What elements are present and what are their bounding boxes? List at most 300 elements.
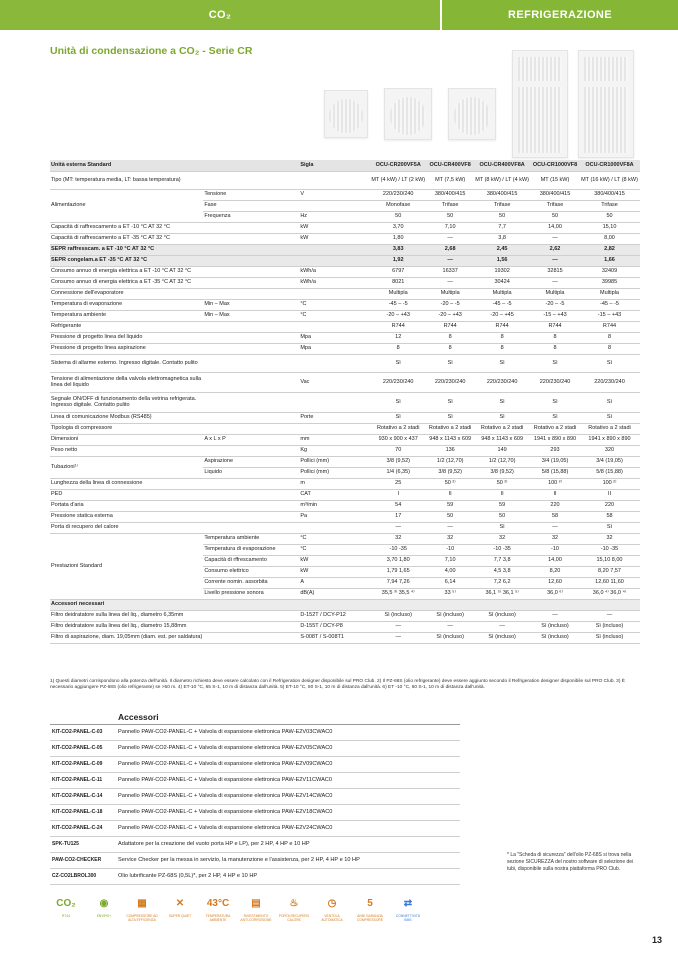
table-cell: Sì <box>579 412 640 423</box>
table-cell: 8,20 <box>531 566 579 577</box>
table-cell: -15 – +43 <box>579 310 640 321</box>
table-cell: 948 x 1143 x 609 <box>427 434 473 445</box>
table-cell: 35,5 ³⁾ 35,5 ⁴⁾ <box>369 588 427 599</box>
table-cell: Sì <box>473 522 531 533</box>
table-cell: — <box>427 233 473 244</box>
spec-col-header: OCU-CR1000VF8A <box>579 160 640 171</box>
table-cell: S-008T / S-008T1 <box>299 632 369 643</box>
table-cell: MT (7,5 kW) <box>427 171 473 189</box>
table-cell: A x L x P <box>203 434 299 445</box>
table-cell: PED <box>50 489 203 500</box>
feature-icon-symbol: ♨ <box>289 897 299 909</box>
feature-icons <box>50 892 424 930</box>
accessory-code: KIT-CO2-PANEL-C-03 <box>50 724 116 740</box>
table-cell: Hz <box>299 211 369 222</box>
table-cell: 59 <box>427 500 473 511</box>
table-cell: Trifase <box>531 200 579 211</box>
accessory-row <box>50 852 460 868</box>
table-cell: Tipo (MT: temperatura media, LT: bassa temperatura) <box>50 171 203 189</box>
table-cell <box>531 599 579 610</box>
table-cell <box>203 522 299 533</box>
table-row <box>50 244 640 255</box>
table-cell: Connessione dell'evaporatore <box>50 288 203 299</box>
table-cell: Sì <box>427 354 473 372</box>
feature-icon <box>392 892 424 928</box>
table-cell: 3,70 <box>369 222 427 233</box>
table-cell <box>299 354 369 372</box>
table-cell: 220/230/240 <box>531 372 579 392</box>
table-cell: 16337 <box>427 266 473 277</box>
accessory-code: KIT-CO2-PANEL-C-24 <box>50 820 116 836</box>
table-cell: Mpa <box>299 343 369 354</box>
table-cell: -20 – +43 <box>427 310 473 321</box>
accessory-code: CZ-CO2LBROL300 <box>50 868 116 884</box>
table-cell: — <box>369 621 427 632</box>
table-cell: MT (8 kW) / LT (4 kW) <box>473 171 531 189</box>
table-cell: Capacità di raffrescamento a ET -35 °C AT 32 °C <box>50 233 203 244</box>
feature-icon <box>240 892 272 928</box>
table-cell <box>299 200 369 211</box>
table-cell: Corrente nomin. assorbita <box>203 577 299 588</box>
table-cell: Accessori necessari <box>50 599 203 610</box>
table-cell <box>579 599 640 610</box>
table-cell <box>203 244 299 255</box>
table-cell: Sì <box>579 354 640 372</box>
table-cell: Rotativo a 2 stadi <box>473 423 531 434</box>
table-cell: MT (4 kW) / LT (2 kW) <box>369 171 427 189</box>
table-notes: 1) Questi diametri corrispondono alla potenza dell'unità. Il diametro richiesto deve essere calcolato con il Refrigeration designer disponibile sul PRO Club. 2) Il PZ-68S (olio refrigerante) deve essere aggiunto secondo il Refrigeration designer disponibile sul PRO Club. 3) È necessario aggiungere PZ-68S (olio refrigerante) se >50 m. 4) ET-10 °C, 65 S-1, 10 m di distanza dall'unità. 5) ET-10 °C, 80 S-1, 10 m di distanza dall'unità. 6) ET -10 °C, 60 S-1, 10 m di distanza dall'unità. <box>50 679 625 691</box>
feature-icon <box>126 892 158 928</box>
table-cell: Filtro deidratatore sulla linea del liq., diametro 15,88mm <box>50 621 203 632</box>
table-cell: Sì <box>427 412 473 423</box>
accessories-table <box>50 710 460 885</box>
feature-icon-symbol: ◷ <box>327 897 337 909</box>
table-row <box>50 354 640 372</box>
table-cell: 50 <box>579 211 640 222</box>
table-cell <box>299 255 369 266</box>
table-cell: R744 <box>531 321 579 332</box>
feature-icon <box>164 892 196 928</box>
table-cell: Rotativo a 2 stadi <box>579 423 640 434</box>
table-cell: 12,60 <box>531 577 579 588</box>
table-row <box>50 445 640 456</box>
table-row <box>50 423 640 434</box>
header-section-label: REFRIGERAZIONE <box>508 9 612 21</box>
table-row <box>50 434 640 445</box>
table-cell: Sì (incluso) <box>473 632 531 643</box>
feature-icon <box>354 892 386 928</box>
table-cell <box>203 354 299 372</box>
table-cell: Consumo annuo di energia elettrica a ET -10 °C AT 32 °C <box>50 266 203 277</box>
table-cell <box>203 489 299 500</box>
table-cell: 8,00 <box>579 233 640 244</box>
unit-image-1000 <box>512 50 568 158</box>
accessory-code: KIT-CO2-PANEL-C-05 <box>50 740 116 756</box>
table-cell: -10 <box>531 544 579 555</box>
table-cell: Sì (incluso) <box>531 632 579 643</box>
table-cell: 380/400/415 <box>427 189 473 200</box>
table-cell <box>203 288 299 299</box>
table-cell: Sì <box>579 392 640 412</box>
page-title: Unità di condensazione a CO₂ - Serie CR <box>50 45 253 57</box>
table-cell: 2,45 <box>473 244 531 255</box>
table-row <box>50 310 640 321</box>
accessories-title: Accessori <box>116 710 460 724</box>
table-cell <box>203 599 299 610</box>
feature-icon-label: SUPER QUIET <box>168 914 192 918</box>
accessory-code: SPK-TU125 <box>50 836 116 852</box>
table-cell: -45 – -5 <box>369 299 427 310</box>
table-cell: 32409 <box>579 266 640 277</box>
table-cell: SEPR raffresscam. a ET -10 °C AT 32 °C <box>50 244 203 255</box>
table-cell: 50 <box>427 211 473 222</box>
feature-icon-label: VENTOLA AUTOMATICA <box>321 914 343 922</box>
table-cell <box>203 372 299 392</box>
table-cell: I <box>369 489 427 500</box>
table-cell: 7,94 7,26 <box>369 577 427 588</box>
table-cell: MT (16 kW) / LT (8 kW) <box>579 171 640 189</box>
table-cell: Temperatura di evaporazione <box>203 544 299 555</box>
table-cell: Livello pressione sonora <box>203 588 299 599</box>
table-cell: 3/4 (19,05) <box>579 456 640 467</box>
table-cell: 3/8 (9,52) <box>427 467 473 478</box>
header-co2-label: CO₂ <box>208 9 232 21</box>
accessory-description: Pannello PAW-CO2-PANEL-C + Valvola di espansione elettronica PAW-E2V24CWAC0 <box>116 820 460 836</box>
accessory-row <box>50 820 460 836</box>
table-cell: 293 <box>531 445 579 456</box>
spec-col-header: OCU-CR1000VF8 <box>531 160 579 171</box>
table-cell: Filtro deidratatore sulla linea del liq., diametro 6,35mm <box>50 610 203 621</box>
table-cell: Fase <box>203 200 299 211</box>
table-cell: 8 <box>579 332 640 343</box>
table-cell <box>299 244 369 255</box>
feature-icon-symbol: 5 <box>367 897 373 909</box>
table-cell: 220/230/240 <box>473 372 531 392</box>
feature-icon-label: ENVIRO+ <box>96 914 112 918</box>
table-cell: 8,20 7,57 <box>579 566 640 577</box>
table-cell: 15,10 8,00 <box>579 555 640 566</box>
table-cell: Trifase <box>579 200 640 211</box>
table-cell: Segnale ON/OFF di funzionamento della vetrina refrigerata. Ingresso digitale. Contatto pulito <box>50 392 203 412</box>
table-cell: -10 -35 <box>579 544 640 555</box>
oil-footnote: * La "Scheda di sicurezza" dell'olio PZ-68S si trova nella sezione SICUREZZA del nostro software di selezione dei tubi, disponibile sulla nostra piattaforma PRO Club. <box>507 852 634 872</box>
table-cell: — <box>427 255 473 266</box>
table-cell: Pressione di progetto linea aspirazione <box>50 343 203 354</box>
spec-col-header: OCU-CR200VF5A <box>369 160 427 171</box>
table-cell: Aspirazione <box>203 456 299 467</box>
table-cell: -20 – +45 <box>473 310 531 321</box>
table-cell: II <box>427 489 473 500</box>
table-cell: 58 <box>531 511 579 522</box>
table-cell: Multipla <box>473 288 531 299</box>
table-cell <box>299 392 369 412</box>
table-cell: Tensione di alimentazione della valvola elettromagnetica sulla linea del liquido <box>50 372 203 392</box>
accessory-description: Service Checker per la messa in servizio, la manutenzione e l'assistenza, per 2 HP, 4 HP e 10 HP <box>116 852 460 868</box>
table-cell: — <box>531 522 579 533</box>
table-cell: kW <box>299 566 369 577</box>
table-cell <box>203 266 299 277</box>
table-cell: Temperatura ambiente <box>50 310 203 321</box>
table-cell <box>203 412 299 423</box>
table-cell <box>299 423 369 434</box>
table-cell: 930 x 900 x 437 <box>369 434 427 445</box>
accessory-row <box>50 836 460 852</box>
table-cell: 220/230/240 <box>579 372 640 392</box>
table-cell: Lunghezza della linea di connessione <box>50 478 203 489</box>
table-cell: Pressione di progetto linea del liquido <box>50 332 203 343</box>
table-cell: 25 <box>369 478 427 489</box>
table-cell <box>203 632 299 643</box>
table-cell: 59 <box>473 500 531 511</box>
accessory-row <box>50 804 460 820</box>
table-cell: -15 – +43 <box>531 310 579 321</box>
table-cell: 50 <box>473 211 531 222</box>
table-cell: Sì <box>369 354 427 372</box>
table-row <box>50 332 640 343</box>
table-cell: — <box>369 632 427 643</box>
table-cell: Refrigerante <box>50 321 203 332</box>
table-cell: — <box>427 522 473 533</box>
table-cell: 220/230/240 <box>427 372 473 392</box>
table-cell: 12,60 11,60 <box>579 577 640 588</box>
table-cell: -45 – -5 <box>579 299 640 310</box>
table-row <box>50 456 640 467</box>
table-cell: Min – Max <box>203 310 299 321</box>
table-cell: 39985 <box>579 277 640 288</box>
table-cell: Capacità di rffrescamento <box>203 555 299 566</box>
table-row <box>50 533 640 544</box>
table-cell: Prestazioni Standard <box>50 533 203 599</box>
table-row <box>50 478 640 489</box>
table-cell: Sì (incluso) <box>427 610 473 621</box>
table-cell <box>203 233 299 244</box>
table-cell: 5/8 (15,88) <box>579 467 640 478</box>
table-cell: Sì <box>369 392 427 412</box>
table-cell: Rotativo a 2 stadi <box>531 423 579 434</box>
table-cell: °C <box>299 544 369 555</box>
table-cell: 1/4 (6,35) <box>369 467 427 478</box>
table-cell: 1,66 <box>579 255 640 266</box>
table-cell: Sì (incluso) <box>579 632 640 643</box>
table-cell: Porte <box>299 412 369 423</box>
table-row <box>50 500 640 511</box>
table-cell: 100 ²⁾ <box>579 478 640 489</box>
feature-icon-label: TEMPERATURA AMBIENTE <box>205 914 231 922</box>
table-cell <box>203 321 299 332</box>
table-cell: 70 <box>369 445 427 456</box>
table-cell: 380/400/415 <box>531 189 579 200</box>
table-cell: 7,10 <box>427 222 473 233</box>
spec-col-header: OCU-CR400VF8A <box>473 160 531 171</box>
accessory-row <box>50 788 460 804</box>
table-cell: — <box>473 621 531 632</box>
table-cell: 50 <box>427 511 473 522</box>
table-cell: 2,62 <box>531 244 579 255</box>
table-cell: -10 -35 <box>369 544 427 555</box>
table-cell: 3/8 (9,52) <box>369 456 427 467</box>
spec-col-header: OCU-CR400VF8 <box>427 160 473 171</box>
table-cell: D-155T / DCY-P8 <box>299 621 369 632</box>
table-cell: R744 <box>369 321 427 332</box>
table-cell: Sì <box>427 392 473 412</box>
table-cell: Tubazioni¹⁾ <box>50 456 203 478</box>
table-cell: 1,56 <box>473 255 531 266</box>
table-row <box>50 489 640 500</box>
feature-icon-label: CONNETTIVITÀ BMS <box>395 914 421 922</box>
table-cell: 8 <box>427 343 473 354</box>
feature-icon-symbol: 43°C <box>206 897 230 909</box>
table-cell: Sì (incluso) <box>427 632 473 643</box>
table-cell: Sì <box>473 392 531 412</box>
table-cell: Capacità di raffrescamento a ET -10 °C AT 32 °C <box>50 222 203 233</box>
table-cell <box>203 423 299 434</box>
feature-icon-symbol: ▦ <box>137 897 147 909</box>
header-co2-tab <box>0 0 440 30</box>
table-row <box>50 412 640 423</box>
table-cell: kWh/a <box>299 266 369 277</box>
spec-col-header: Unità esterna Standard <box>50 160 203 171</box>
table-cell: -20 – -5 <box>531 299 579 310</box>
unit-image-1000a <box>578 50 634 158</box>
table-cell: 7,10 <box>427 555 473 566</box>
table-cell: 380/400/415 <box>579 189 640 200</box>
table-cell: 3,83 <box>369 244 427 255</box>
table-cell: Temperatura di evaporazione <box>50 299 203 310</box>
table-cell: mm <box>299 434 369 445</box>
table-cell: Frequenza <box>203 211 299 222</box>
feature-icon-label: PORTA RECUPERO CALORE <box>278 914 310 922</box>
table-cell <box>203 621 299 632</box>
table-cell: 12 <box>369 332 427 343</box>
table-cell: 50 <box>473 511 531 522</box>
accessory-row <box>50 772 460 788</box>
table-cell: 58 <box>579 511 640 522</box>
feature-icon-symbol: ◉ <box>99 897 109 909</box>
feature-icon <box>278 892 310 928</box>
table-cell: Sì <box>531 354 579 372</box>
accessory-row <box>50 740 460 756</box>
page-number: 13 <box>651 935 662 945</box>
table-cell: Liquido <box>203 467 299 478</box>
table-cell: MT (15 kW) <box>531 171 579 189</box>
table-cell: Temperatura ambiente <box>203 533 299 544</box>
table-row <box>50 392 640 412</box>
feature-icon <box>316 892 348 928</box>
table-cell: 5/8 (15,88) <box>531 467 579 478</box>
table-cell: Sistema di allarme esterno. Ingresso digitale. Contatto pulito <box>50 354 203 372</box>
table-cell <box>203 222 299 233</box>
table-cell: D-152T / DCY-P12 <box>299 610 369 621</box>
table-cell: 50 <box>369 211 427 222</box>
table-cell: °C <box>299 299 369 310</box>
table-cell: kW <box>299 222 369 233</box>
table-cell: 1/2 (12,70) <box>427 456 473 467</box>
table-cell <box>203 445 299 456</box>
table-cell: 54 <box>369 500 427 511</box>
table-cell <box>203 392 299 412</box>
accessory-description: Pannello PAW-CO2-PANEL-C + Valvola di espansione elettronica PAW-E2V09CWAC0 <box>116 756 460 772</box>
table-cell: A <box>299 577 369 588</box>
table-row <box>50 511 640 522</box>
table-cell: Multipla <box>531 288 579 299</box>
feature-icon-symbol: ⇄ <box>403 897 413 909</box>
table-cell: 3/4 (19,05) <box>531 456 579 467</box>
accessory-code: PAW-CO2-CHECKER <box>50 852 116 868</box>
accessory-code: KIT-CO2-PANEL-C-09 <box>50 756 116 772</box>
accessories-header <box>50 710 460 724</box>
table-cell: Pa <box>299 511 369 522</box>
accessory-row <box>50 868 460 884</box>
feature-icon <box>202 892 234 928</box>
table-cell: 948 x 1143 x 609 <box>473 434 531 445</box>
accessory-row <box>50 724 460 740</box>
table-cell: SEPR congelam.a ET -35 °C AT 32 °C <box>50 255 203 266</box>
table-cell: 8 <box>531 343 579 354</box>
product-images <box>300 48 640 160</box>
feature-icon-label: R744 <box>62 914 70 918</box>
table-row <box>50 610 640 621</box>
table-cell: 14,00 <box>531 555 579 566</box>
table-row <box>50 372 640 392</box>
table-row <box>50 255 640 266</box>
table-cell: Sì <box>531 392 579 412</box>
table-cell: 1941 x 890 x 890 <box>579 434 640 445</box>
table-cell: Sì (incluso) <box>369 610 427 621</box>
table-cell: -10 -35 <box>473 544 531 555</box>
table-cell: R744 <box>579 321 640 332</box>
table-cell: 8021 <box>369 277 427 288</box>
feature-icon <box>88 892 120 928</box>
table-cell: R744 <box>427 321 473 332</box>
accessory-description: Pannello PAW-CO2-PANEL-C + Valvola di espansione elettronica PAW-E2V03CWAC0 <box>116 724 460 740</box>
table-cell: 32 <box>427 533 473 544</box>
table-cell: Consumo annuo di energia elettrica a ET -35 °C AT 32 °C <box>50 277 203 288</box>
table-cell: 380/400/415 <box>473 189 531 200</box>
table-cell: 14,00 <box>531 222 579 233</box>
table-cell: Linea di comunicazione Modbus (RS485) <box>50 412 203 423</box>
table-cell: Multipla <box>579 288 640 299</box>
table-cell: 36,1 ⁵⁾ 36,1 ⁵⁾ <box>473 588 531 599</box>
spec-table-header <box>50 160 640 171</box>
table-cell: 17 <box>369 511 427 522</box>
table-cell: II <box>531 489 579 500</box>
feature-icon <box>50 892 82 928</box>
table-cell <box>427 599 473 610</box>
accessory-description: Adattatore per la creazione del vuoto porta HP e LP), per 2 HP, 4 HP e 10 HP <box>116 836 460 852</box>
table-cell: — <box>369 522 427 533</box>
table-row <box>50 321 640 332</box>
table-cell: II <box>473 489 531 500</box>
table-cell: 7,2 6,2 <box>473 577 531 588</box>
table-cell: Alimentazione <box>50 189 203 222</box>
table-row <box>50 171 640 189</box>
table-cell: 1,92 <box>369 255 427 266</box>
table-cell <box>473 599 531 610</box>
table-cell: Sì <box>369 412 427 423</box>
accessory-description: Pannello PAW-CO2-PANEL-C + Valvola di espansione elettronica PAW-E2V05CWAC0 <box>116 740 460 756</box>
table-cell: 220/230/240 <box>369 189 427 200</box>
table-cell: 136 <box>427 445 473 456</box>
table-cell <box>203 332 299 343</box>
table-cell: Tipologia di compressore <box>50 423 203 434</box>
table-cell: 6797 <box>369 266 427 277</box>
table-cell: -20 – -5 <box>427 299 473 310</box>
table-cell: 220/230/240 <box>369 372 427 392</box>
table-cell: Kg <box>299 445 369 456</box>
table-cell: 320 <box>579 445 640 456</box>
table-cell: Pollici (mm) <box>299 456 369 467</box>
header-section-tab <box>442 0 678 30</box>
